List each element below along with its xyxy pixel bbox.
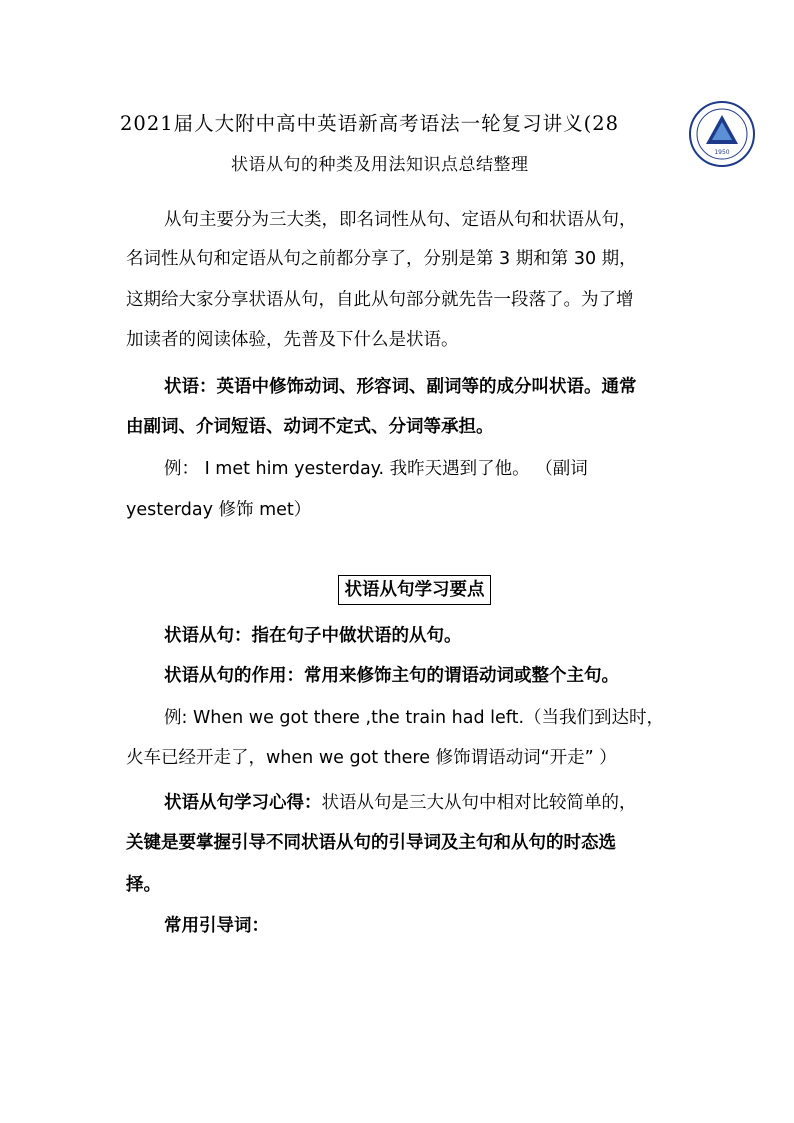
tip-line-3: 择。 (126, 875, 161, 895)
tip-line-1 (164, 789, 637, 814)
document-title: 2021届人大附中高中英语新高考语法一轮复习讲义(28 (120, 112, 620, 135)
example-line-2: yesterday 修饰 met） (126, 500, 312, 520)
tip-label: 状语从句学习心得： (164, 793, 322, 813)
intro-line-2: 名词性从句和定语从句之前都分享了，分别是第 3 期和第 30 期， (126, 249, 637, 269)
point-definition: 状语从句：指在句子中做状语的从句。 (164, 626, 462, 646)
tip-line-2: 关键是要掌握引导不同状语从句的引导词及主句和从句的时态选 (126, 833, 616, 853)
school-seal-icon (688, 100, 756, 168)
example-line-1: 例： I met him yesterday. 我昨天遇到了他。 （副词 (164, 459, 588, 479)
example-2-line-2: 火车已经开走了，when we got there 修饰谓语动词“开走” ） (126, 748, 617, 768)
intro-line-4: 加读者的阅读体验，先普及下什么是状语。 (126, 330, 459, 350)
seal-year: 1950 (714, 149, 730, 156)
tip-text: 状语从句是三大从句中相对比较简单的， (321, 793, 637, 813)
conjunctions-heading: 常用引导词： (164, 916, 269, 936)
section-heading: 状语从句学习要点 (338, 575, 491, 605)
intro-line-1: 从句主要分为三大类，即名词性从句、定语从句和状语从句， (164, 210, 637, 230)
intro-line-3: 这期给大家分享状语从句，自此从句部分就先告一段落了。为了增 (126, 290, 634, 310)
definition-line-1: 状语：英语中修饰动词、形容词、副词等的成分叫状语。通常 (164, 377, 637, 397)
document-subtitle: 状语从句的种类及用法知识点总结整理 (231, 155, 529, 175)
definition-line-2: 由副词、介词短语、动词不定式、分词等承担。 (126, 417, 494, 437)
example-2-line-1: 例: When we got there ,the train had left.（当我们到达时， (164, 708, 665, 728)
point-function: 状语从句的作用：常用来修饰主句的谓语动词或整个主句。 (164, 666, 619, 686)
